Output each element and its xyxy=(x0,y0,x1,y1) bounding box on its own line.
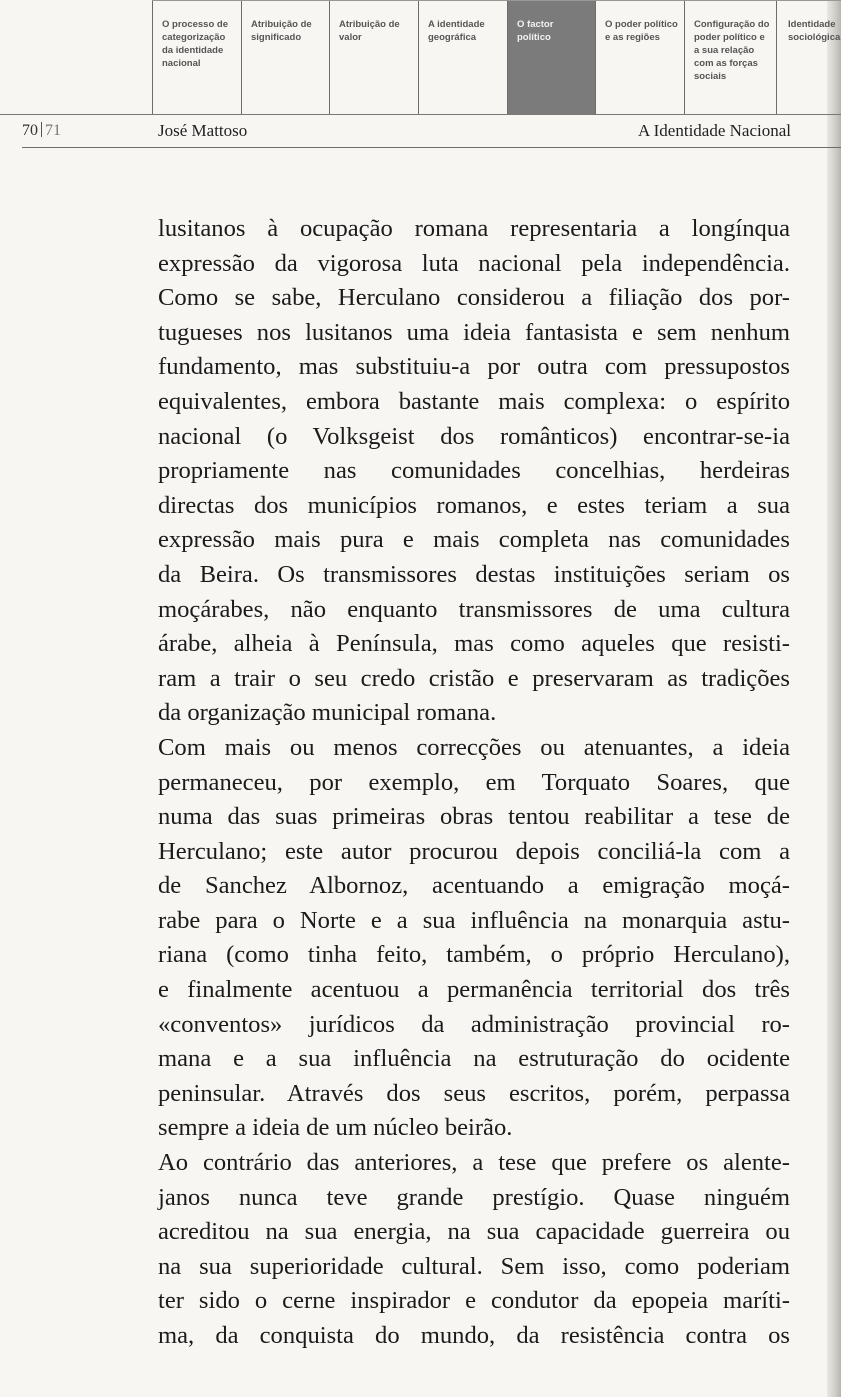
text-line: Com mais ou menos correcções ou atenuantes, a ideia xyxy=(158,733,790,761)
chapter-tab: A identidade geográfica xyxy=(418,1,507,114)
text-line: fundamento, mas substituiu-a por outra com pressupostos xyxy=(158,353,790,381)
text-line: de Sanchez Albornoz, acentuando a emigração moçá- xyxy=(158,872,790,900)
text-line: e finalmente acentuou a permanência territorial dos três xyxy=(158,976,790,1004)
chapter-tab: O processo de categorização da identidade nacional xyxy=(152,1,241,114)
text-line: Como se sabe, Herculano considerou a filiação dos por- xyxy=(158,284,790,312)
chapter-tab: O poder político e as regiões xyxy=(595,1,684,114)
text-line: acreditou na sua energia, na sua capacidade guerreira ou xyxy=(158,1218,790,1246)
text-line: ma, da conquista do mundo, da resistência contra os xyxy=(158,1322,790,1349)
text-line: numa das suas primeiras obras tentou reabilitar a tese de xyxy=(158,803,790,831)
text-line: nacional (o Volksgeist dos românticos) encontrar-se-ia xyxy=(158,422,790,450)
running-book-title: A Identidade Nacional xyxy=(638,121,791,140)
running-header xyxy=(0,120,841,142)
text-line: propriamente nas comunidades concelhias, herdeiras xyxy=(158,457,790,485)
text-line: árabe, alheia à Península, mas como aqueles que resisti- xyxy=(158,630,790,658)
text-line: peninsular. Através dos seus escritos, porém, perpassa xyxy=(158,1079,790,1107)
text-line: riana (como tinha feito, também, o próprio Herculano), xyxy=(158,941,790,969)
text-line: ter sido o cerne inspirador e condutor da epopeia maríti- xyxy=(158,1287,790,1315)
text-line: janos nunca teve grande prestígio. Quase ninguém xyxy=(158,1183,790,1211)
text-line: Ao contrário das anteriores, a tese que prefere os alente- xyxy=(158,1149,790,1177)
folio-separator xyxy=(41,122,42,137)
chapter-tab: Atribuição de significado xyxy=(241,1,329,114)
text-line: expressão da vigorosa luta nacional pela independência. xyxy=(158,249,790,277)
text-line: permaneceu, por exemplo, em Torquato Soares, que xyxy=(158,768,790,796)
text-line: equivalentes, embora bastante mais complexa: o espírito xyxy=(158,387,790,415)
text-line: rabe para o Norte e a sua influência na monarquia astu- xyxy=(158,906,790,934)
nav-baseline-rule xyxy=(0,114,841,115)
chapter-tab: Identidade sociológica xyxy=(776,1,841,114)
text-line: da organização municipal romana. xyxy=(158,699,497,727)
page-folio xyxy=(22,122,61,140)
chapter-tab-active: O factor político xyxy=(507,1,595,114)
text-line: moçárabes, não enquanto transmissores de uma cultura xyxy=(158,595,790,623)
page-edge-shadow xyxy=(827,0,841,1397)
text-line: sempre a ideia de um núcleo beirão. xyxy=(158,1114,513,1142)
body-text xyxy=(158,212,790,1354)
text-line: expressão mais pura e mais completa nas comunidades xyxy=(158,526,790,554)
text-line: da Beira. Os transmissores destas instituições seriam os xyxy=(158,560,790,588)
text-line: directas dos municípios romanos, e estes teriam a sua xyxy=(158,491,790,519)
text-line: «conventos» jurídicos da administração provincial ro- xyxy=(158,1010,790,1038)
text-line: mana e a sua influência na estruturação do ocidente xyxy=(158,1045,790,1073)
header-rule xyxy=(22,147,841,148)
text-line: na sua superioridade cultural. Sem isso, como poderiam xyxy=(158,1252,790,1280)
page-number-left: 70 xyxy=(22,122,38,139)
page-number-right: 71 xyxy=(45,122,61,139)
running-author: José Mattoso xyxy=(158,121,248,140)
chapter-tab: Atribuição de valor xyxy=(329,1,418,114)
text-line: ram a trair o seu credo cristão e preservaram as tradições xyxy=(158,664,790,692)
chapter-tab: Configuração do poder político e a sua relação com as forças sociais xyxy=(684,1,776,114)
text-line: tugueses nos lusitanos uma ideia fantasista e sem nenhum xyxy=(158,318,790,346)
text-line: Herculano; este autor procurou depois conciliá-la com a xyxy=(158,837,790,865)
text-line: lusitanos à ocupação romana representaria a longínqua xyxy=(158,215,790,242)
chapter-navigation-bar xyxy=(152,0,841,115)
